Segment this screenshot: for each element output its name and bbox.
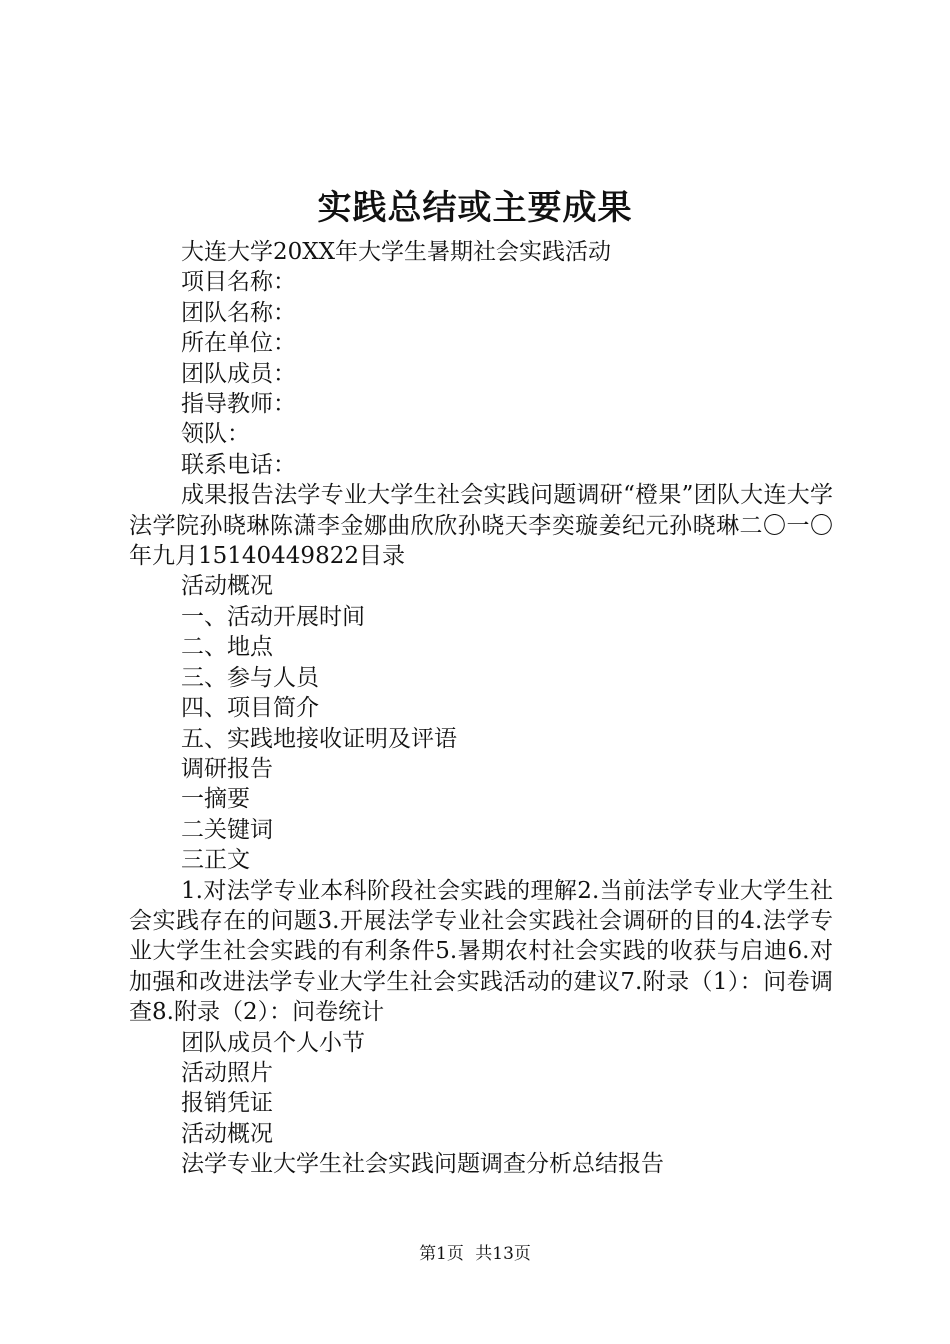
text-line: 二关键词 [181,816,273,843]
text-line: 活动照片 [181,1059,273,1086]
text-line: 三、参与人员 [181,664,319,691]
text-line: 项目名称： [181,269,296,296]
text-line: 调研报告 [181,755,273,782]
text-line: 一、活动开展时间 [181,603,365,630]
text-line: 大连大学20XX年大学生暑期社会实践活动 [181,239,612,265]
text-line: 法学专业大学生社会实践问题调查分析总结报告 [181,1151,664,1178]
contents-paragraph: 1.对法学专业本科阶段社会实践的理解2.当前法学专业大学生社会实践存在的问题3.开展法学专业社会实践社会调研的目的4.法学专业大学生社会实践的有利条件5.暑期农村社会实践的收获与启迪6.对加强和改进法学专业大学生社会实践活动的建议7.附录（1）：问卷调查8.附录（2）：问卷统计 [129,877,833,1026]
text-line: 团队成员个人小节 [181,1029,365,1056]
text-line: 活动概况 [181,573,273,600]
text-line: 联系电话： [181,451,296,478]
text-line: 二、地点 [181,634,273,661]
text-line: 一摘要 [181,786,250,813]
text-line: 团队名称： [181,299,296,326]
text-line: 报销凭证 [181,1090,273,1117]
text-line: 指导教师： [181,391,296,418]
report-paragraph: 成果报告法学专业大学生社会实践问题调研“橙果”团队大连大学法学院孙晓琳陈潇李金娜曲欣欣孙晓天李奕璇姜纪元孙晓琳二〇一〇年九月15140449822目录 [129,482,833,570]
text-line: 活动概况 [181,1120,273,1147]
document-body [129,237,833,1180]
page-footer [0,1242,950,1266]
page-number: 第1页 [419,1244,464,1264]
text-line: 领队： [181,421,250,448]
text-line: 四、项目简介 [181,695,319,722]
text-line: 五、实践地接收证明及评语 [181,725,457,752]
page-total: 共13页 [475,1244,531,1264]
text-line: 团队成员： [181,360,296,387]
document-title: 实践总结或主要成果 [317,188,633,228]
text-line: 三正文 [181,847,250,874]
text-line: 所在单位： [181,330,296,357]
